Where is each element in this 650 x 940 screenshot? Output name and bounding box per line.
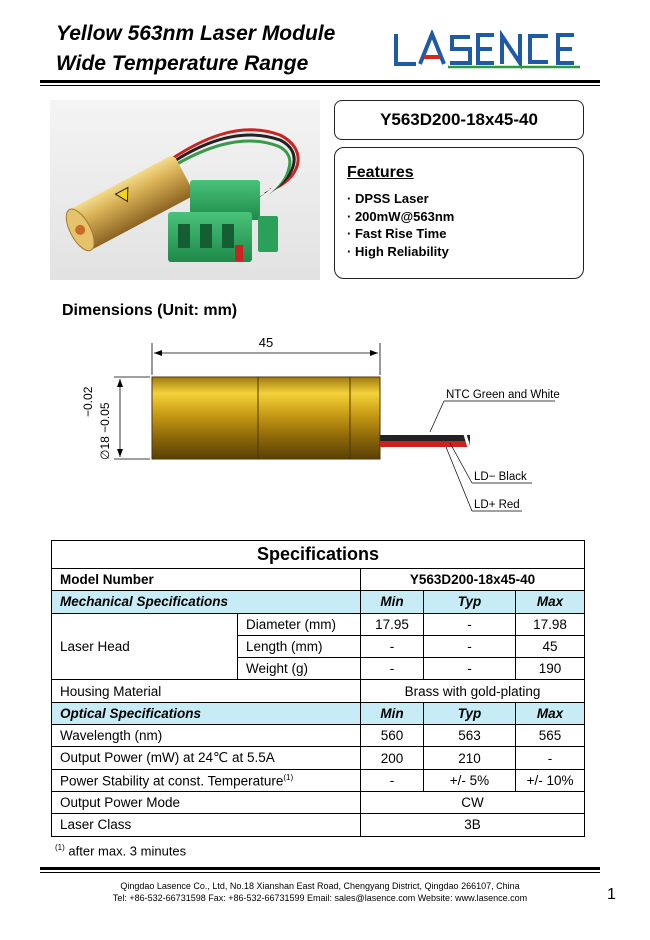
table-cell: Length (mm) xyxy=(238,635,361,657)
features-title: Features xyxy=(347,164,414,181)
table-cell: 3B xyxy=(361,814,585,836)
footer-address: Qingdao Lasence Co., Ltd, No.18 Xianshan East Road, Chengyang District, Qingdao 266107, China xyxy=(120,881,520,891)
specifications-table xyxy=(51,540,585,837)
table-row xyxy=(52,725,585,747)
table-cell: Weight (g) xyxy=(238,658,361,680)
specifications-title: Specifications xyxy=(52,541,585,569)
footnote-marker: (1) xyxy=(283,772,294,782)
dimensions-title: Dimensions (Unit: mm) xyxy=(62,302,238,319)
max-header: Max xyxy=(516,591,585,613)
table-cell: Output Power Mode xyxy=(52,791,361,813)
feature-item: · Fast Rise Time xyxy=(347,226,447,241)
table-cell: 560 xyxy=(361,725,424,747)
table-cell: +/- 10% xyxy=(516,769,585,791)
table-cell: - xyxy=(361,769,424,791)
table-row xyxy=(52,613,585,635)
page-number: 1 xyxy=(607,886,616,903)
length-dimension-label: 45 xyxy=(258,335,274,350)
footnote xyxy=(55,843,186,858)
diameter-tolerance-label: −0.02 xyxy=(81,386,95,417)
feature-item: · DPSS Laser xyxy=(347,191,429,206)
table-cell: CW xyxy=(361,791,585,813)
table-row xyxy=(52,814,585,836)
table-cell: Output Power (mW) at 24℃ at 5.5A xyxy=(52,747,361,769)
housing-label: Housing Material xyxy=(52,680,361,702)
table-row xyxy=(52,541,585,569)
table-cell: 190 xyxy=(516,658,585,680)
table-cell: - xyxy=(361,658,424,680)
table-row xyxy=(52,591,585,613)
feature-item: · 200mW@563nm xyxy=(347,208,455,224)
table-cell: 565 xyxy=(516,725,585,747)
footnote-marker: (1) xyxy=(55,843,65,852)
table-cell: +/- 5% xyxy=(424,769,516,791)
footnote-text: after max. 3 minutes xyxy=(64,843,187,859)
table-row xyxy=(52,791,585,813)
stability-label: Power Stability at const. Temperature xyxy=(60,773,284,789)
table-cell: 210 xyxy=(424,747,516,769)
model-number-value: Y563D200-18x45-40 xyxy=(361,569,585,591)
mechanical-section-header: Mechanical Specifications xyxy=(52,591,361,613)
lasence-logo xyxy=(390,30,590,70)
header-rule-thick xyxy=(40,80,600,83)
footer-rule-thick xyxy=(40,867,600,870)
features-box xyxy=(334,147,584,279)
table-cell: Diameter (mm) xyxy=(238,613,361,635)
table-cell: - xyxy=(361,635,424,657)
table-cell: - xyxy=(424,658,516,680)
doc-title-line2: Wide Temperature Range xyxy=(56,52,309,75)
table-cell: Wavelength (nm) xyxy=(52,725,361,747)
laser-head-label: Laser Head xyxy=(52,613,238,680)
table-cell: Laser Class xyxy=(52,814,361,836)
footer-contact xyxy=(40,880,600,904)
footer-rule-thin xyxy=(40,872,600,873)
model-number-label: Model Number xyxy=(52,569,361,591)
feature-item: · High Reliability xyxy=(347,243,449,259)
typ-header: Typ xyxy=(424,591,516,613)
table-cell: 45 xyxy=(516,635,585,657)
table-cell: - xyxy=(424,635,516,657)
table-cell: 200 xyxy=(361,747,424,769)
table-row xyxy=(52,680,585,702)
doc-title-line1: Yellow 563nm Laser Module xyxy=(56,22,336,45)
max-header: Max xyxy=(516,702,585,724)
table-cell xyxy=(52,769,361,791)
table-cell: 17.95 xyxy=(361,613,424,635)
table-row xyxy=(52,702,585,724)
ntc-wire-label: NTC Green and White xyxy=(446,389,560,401)
features-list xyxy=(347,190,454,260)
footer-contacts: Tel: +86-532-66731598 Fax: +86-532-66731599 Email: sales@lasence.com Website: www.lasence.com xyxy=(112,893,528,903)
table-cell: - xyxy=(424,613,516,635)
table-cell: - xyxy=(516,747,585,769)
header-rule-thin xyxy=(40,85,600,86)
table-row xyxy=(52,747,585,769)
optical-section-header: Optical Specifications xyxy=(52,702,361,724)
typ-header: Typ xyxy=(424,702,516,724)
dimension-drawing xyxy=(70,325,570,525)
min-header: Min xyxy=(361,591,424,613)
ld-minus-wire-label: LD− Black xyxy=(474,471,527,483)
diameter-dimension-label: ∅18 −0.05 xyxy=(98,402,112,460)
table-row xyxy=(52,769,585,791)
product-photo xyxy=(50,100,320,280)
table-row xyxy=(52,569,585,591)
model-number-box: Y563D200-18x45-40 xyxy=(334,100,584,140)
table-cell: 17.98 xyxy=(516,613,585,635)
min-header: Min xyxy=(361,702,424,724)
housing-value: Brass with gold-plating xyxy=(361,680,585,702)
ld-plus-wire-label: LD+ Red xyxy=(474,499,520,511)
table-cell: 563 xyxy=(424,725,516,747)
